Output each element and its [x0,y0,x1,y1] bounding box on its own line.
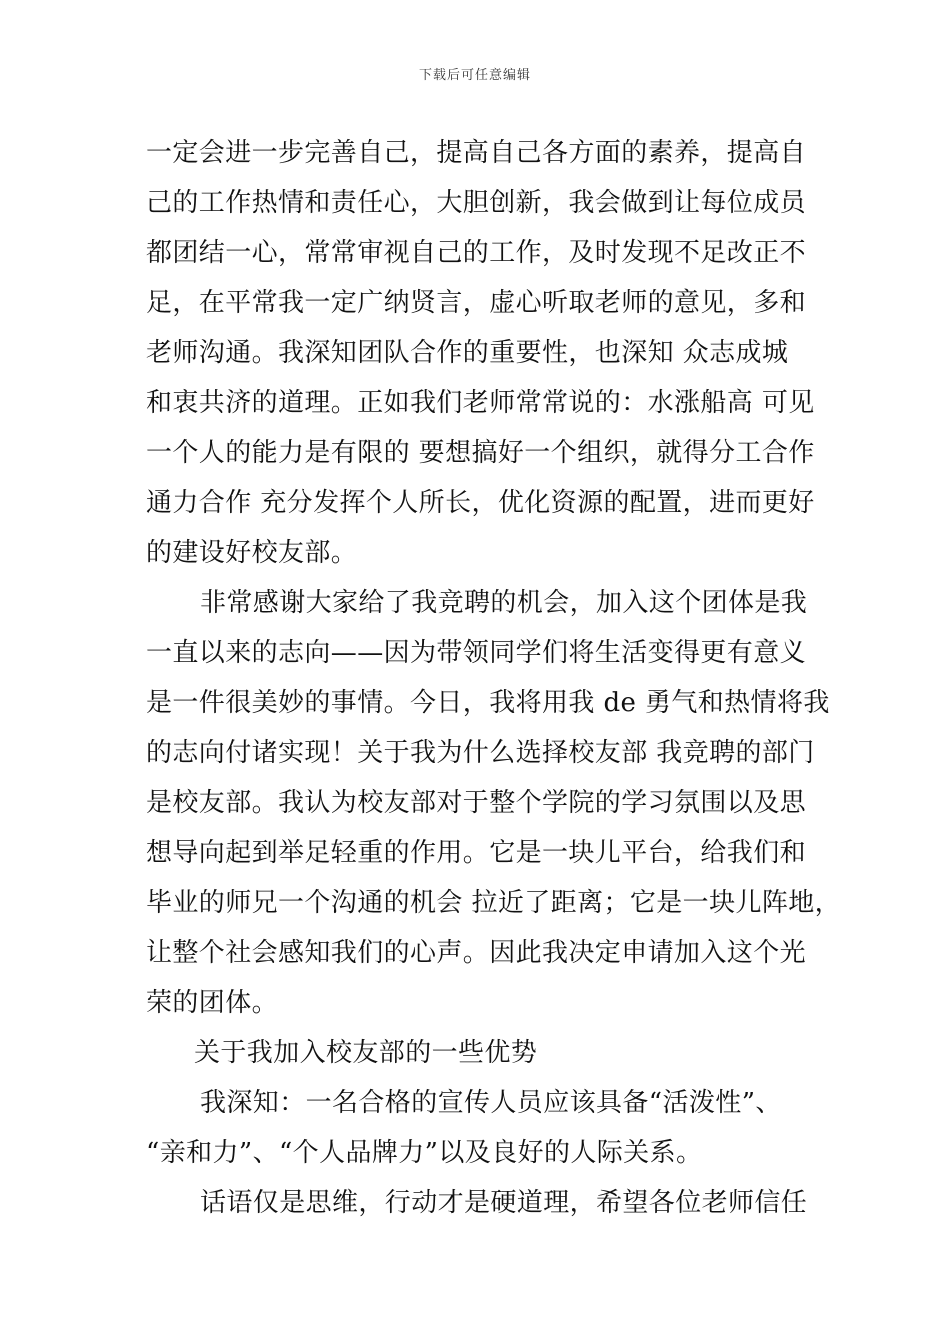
text-line: 通力合作 充分发挥个人所长，优化资源的配置，进而更好 [146,488,815,518]
document-body [146,128,846,1228]
text-line: 的志向付诸实现！关于我为什么选择校友部 我竞聘的部门 [146,738,815,768]
paragraph-start-line: 话语仅是思维，行动才是硬道理，希望各位老师信任 [200,1188,808,1218]
text-line: 和衷共济的道理。正如我们老师常常说的：水涨船高 可见 [146,388,815,418]
text-line: 一直以来的志向——因为带领同学们将生活变得更有意义 [146,638,807,668]
text-line: 的建设好校友部。 [146,538,358,568]
text-line: 一个人的能力是有限的 要想搞好一个组织，就得分工合作 [146,438,815,468]
text-line: 足，在平常我一定广纳贤言，虚心听取老师的意见，多和 [146,288,807,318]
page-header: 下载后可任意编辑 [418,68,531,83]
text-line: 是一件很美妙的事情。今日，我将用我 de 勇气和热情将我 [146,688,830,718]
text-line: “亲和力”、“个人品牌力”以及良好的人际关系。 [146,1138,703,1168]
paragraph-start-line: 非常感谢大家给了我竞聘的机会，加入这个团体是我 [200,588,808,618]
text-line: 是校友部。我认为校友部对于整个学院的学习氛围以及思 [146,788,807,818]
text-line: 一定会进一步完善自己，提高自己各方面的素养，提高自 [146,138,807,168]
text-line: 让整个社会感知我们的心声。因此我决定申请加入这个光 [146,938,807,968]
section-heading: 关于我加入校友部的一些优势 [194,1038,538,1068]
text-line: 都团结一心，常常审视自己的工作，及时发现不足改正不 [146,238,807,268]
text-line: 荣的团体。 [146,988,279,1018]
text-line: 想导向起到举足轻重的作用。它是一块儿平台，给我们和 [146,838,807,868]
paragraph-start-line: 我深知：一名合格的宣传人员应该具备“活泼性”、 [200,1088,782,1118]
text-line: 老师沟通。我深知团队合作的重要性，也深知 众志成城 [146,338,789,368]
text-line: 毕业的师兄一个沟通的机会 拉近了距离；它是一块儿阵地， [146,888,842,918]
text-line: 己的工作热情和责任心，大胆创新，我会做到让每位成员 [146,188,807,218]
